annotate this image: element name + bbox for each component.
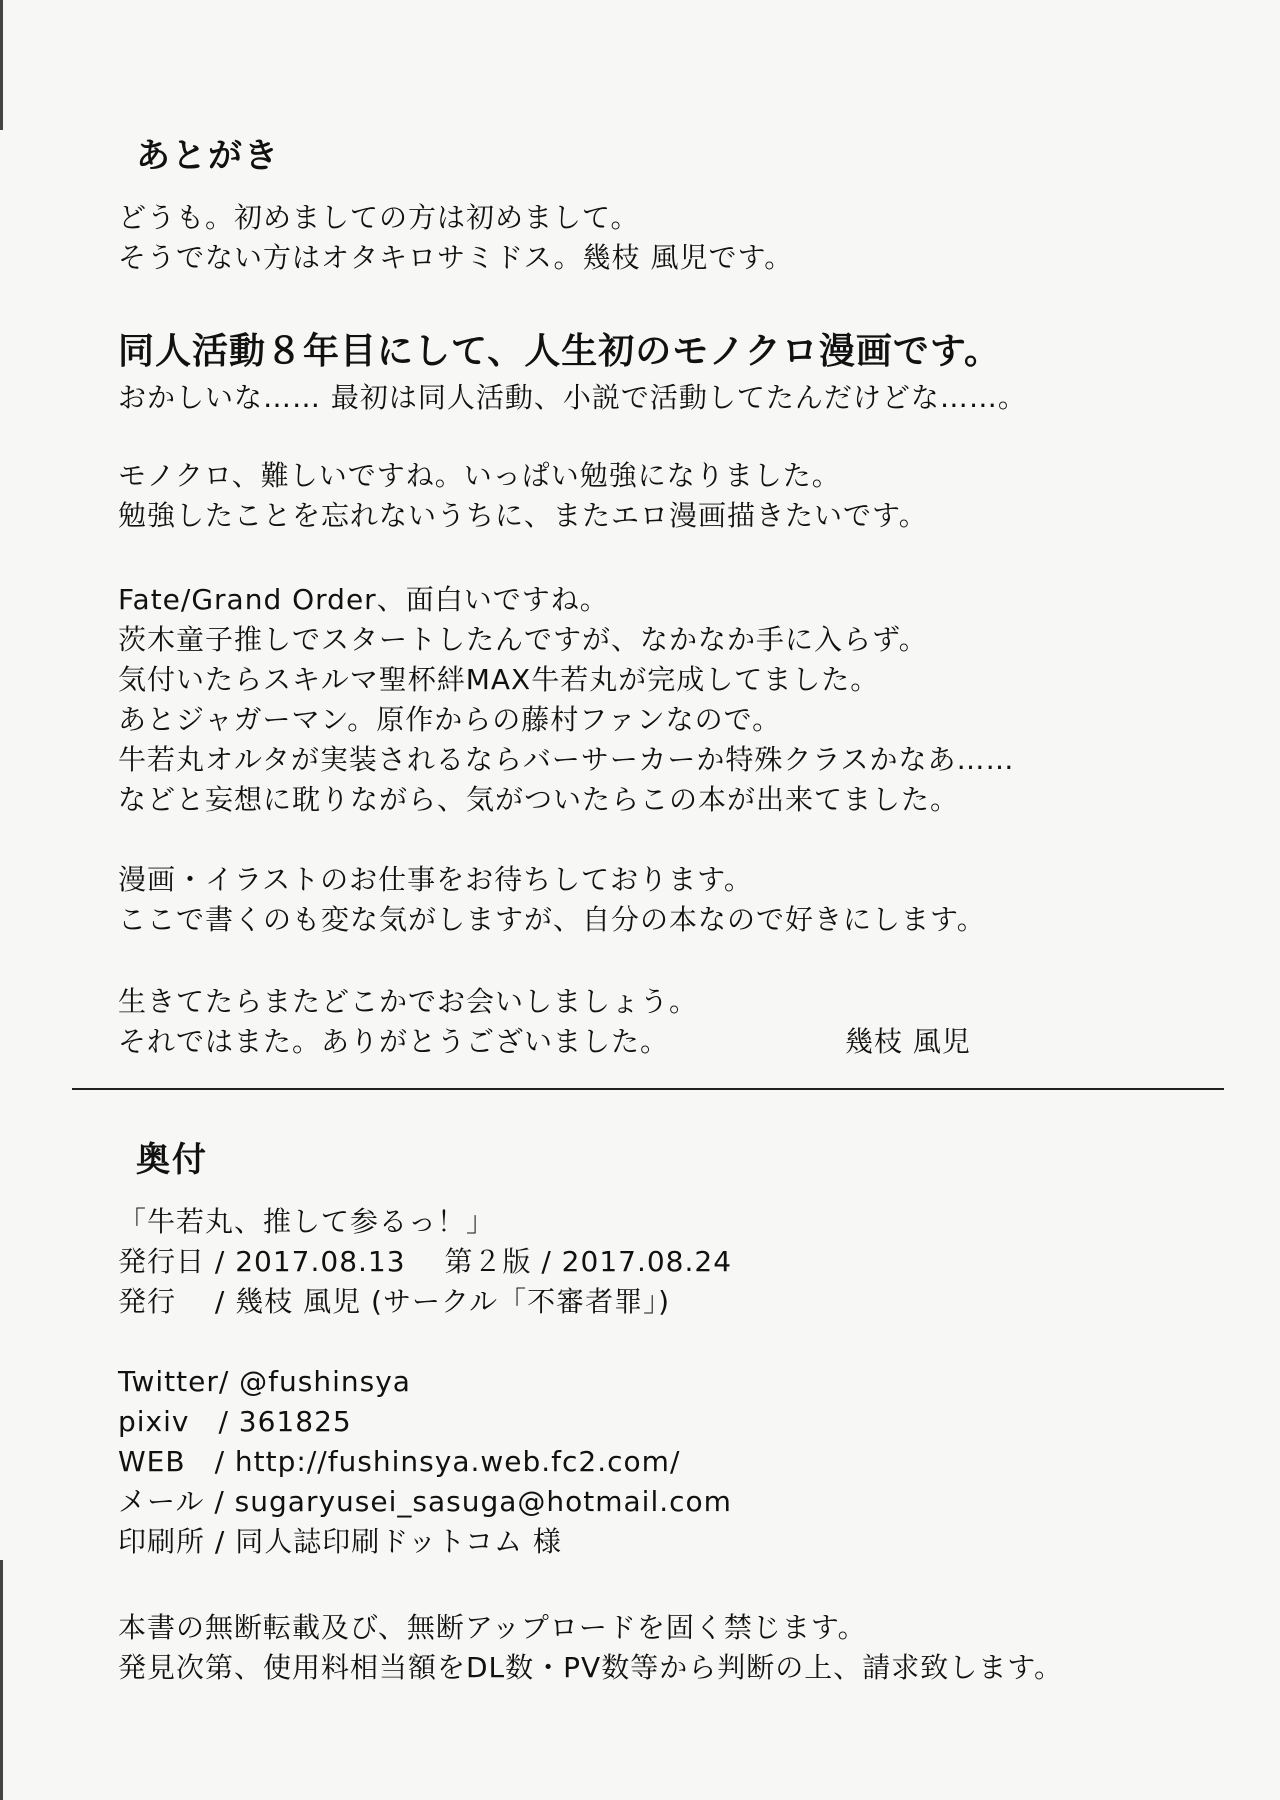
publication-dates: 発行日 / 2017.08.13 第２版 / 2017.08.24 <box>118 1245 733 1278</box>
text-line: 気付いたらスキルマ聖杯絆MAX牛若丸が完成してました。 <box>118 663 880 696</box>
text-line: などと妄想に耽りながら、気がついたらこの本が出来てました。 <box>118 783 960 816</box>
text-line: どうも。初めましての方は初めまして。 <box>118 201 640 234</box>
publisher: 発行 / 幾枝 風児 (サークル「不審者罪」) <box>118 1285 671 1318</box>
book-title: 「牛若丸、推して参るっ！」 <box>118 1205 496 1238</box>
copyright-notice <box>118 1608 1198 1688</box>
afterword-para-1 <box>118 198 1198 278</box>
notice-line: 発見次第、使用料相当額をDL数・PV数等から判断の上、請求致します。 <box>118 1651 1063 1684</box>
emphasis-line: 同人活動８年目にして、人生初のモノクロ漫画です。 <box>118 331 1001 372</box>
email-line: メール / sugaryusei_sasuga@hotmail.com <box>118 1485 732 1518</box>
scan-edge-bottom <box>0 1560 3 1800</box>
afterword-para-2 <box>118 378 1198 418</box>
text-line: モノクロ、難しいですね。いっぱい勉強になりました。 <box>118 459 841 492</box>
afterword-para-4 <box>118 580 1198 820</box>
printer-line: 印刷所 / 同人誌印刷ドットコム 様 <box>118 1525 562 1558</box>
afterword-heading: あとがき <box>136 136 280 176</box>
afterword-emphasis <box>118 326 1198 378</box>
text-line: おかしいな…… 最初は同人活動、小説で活動してたんだけどな……。 <box>118 381 1027 414</box>
text-line: 茨木童子推しでスタートしたんですが、なかなか手に入らず。 <box>118 623 928 656</box>
afterword-para-6 <box>118 982 1198 1062</box>
afterword-para-5 <box>118 860 1198 940</box>
text-line: それではまた。ありがとうございました。 <box>118 1025 670 1058</box>
text-line: ここで書くのも変な気がしますが、自分の本なので好きにします。 <box>118 903 986 936</box>
scan-edge-top <box>0 0 3 130</box>
text-line: あとジャガーマン。原作からの藤村ファンなので。 <box>118 703 782 736</box>
section-divider <box>72 1088 1224 1090</box>
pixiv-line: pixiv / 361825 <box>118 1405 352 1438</box>
colophon-contacts <box>118 1362 1198 1562</box>
afterword-para-3 <box>118 456 1198 536</box>
text-line: 勉強したことを忘れないうちに、またエロ漫画描きたいです。 <box>118 499 928 532</box>
text-line: そうでない方はオタキロサミドス。幾枝 風児です。 <box>118 241 794 274</box>
twitter-line: Twitter/ @fushinsya <box>118 1365 411 1398</box>
colophon-publication-info <box>118 1202 1198 1322</box>
author-signature: 幾枝 風児 <box>845 1025 971 1058</box>
text-line: 生きてたらまたどこかでお会いしましょう。 <box>118 985 699 1018</box>
colophon-heading: 奥付 <box>136 1140 208 1180</box>
notice-line: 本書の無断転載及び、無断アップロードを固く禁じます。 <box>118 1611 867 1644</box>
text-line: 漫画・イラストのお仕事をお待ちしております。 <box>118 863 753 896</box>
text-line: 牛若丸オルタが実装されるならバーサーカーか特殊クラスかなあ…… <box>118 743 1015 776</box>
text-line: Fate/Grand Order、面白いですね。 <box>118 583 609 616</box>
web-line: WEB / http://fushinsya.web.fc2.com/ <box>118 1445 681 1478</box>
